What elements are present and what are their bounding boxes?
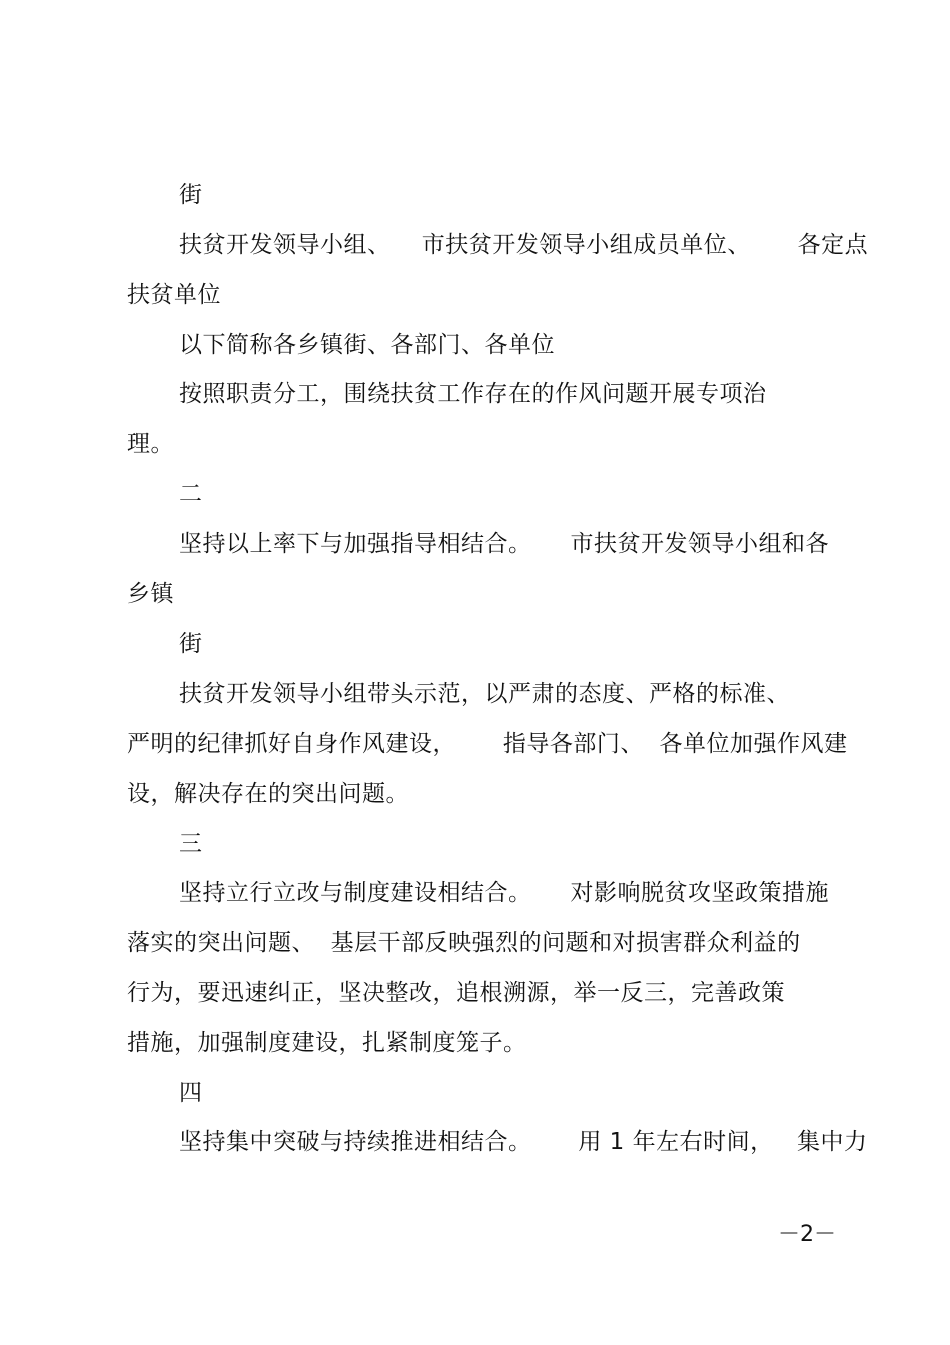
text-line: 以下简称各乡镇街、各部门、各单位: [179, 332, 555, 358]
text-line: 坚持集中突破与持续推进相结合。 用 1 年左右时间， 集中力: [179, 1129, 868, 1155]
section-number: 三: [179, 831, 203, 857]
text-line: 按照职责分工，围绕扶贫工作存在的作风问题开展专项治: [179, 381, 767, 407]
text-line: 街: [179, 182, 203, 208]
text-line: 坚持以上率下与加强指导相结合。 市扶贫开发领导小组和各: [179, 531, 830, 557]
text-line: 乡镇: [127, 581, 174, 607]
section-number: 二: [179, 481, 203, 507]
text-line: 落实的突出问题、 基层干部反映强烈的问题和对损害群众利益的: [127, 930, 801, 956]
text-line: 扶贫单位: [127, 282, 221, 308]
section-number: 四: [179, 1080, 203, 1106]
text-line: 扶贫开发领导小组、 市扶贫开发领导小组成员单位、 各定点: [179, 232, 869, 258]
text-line: 理。: [127, 431, 174, 457]
page-number: －2－: [778, 1222, 836, 1247]
text-line: 坚持立行立改与制度建设相结合。 对影响脱贫攻坚政策措施: [179, 880, 830, 906]
text-line: 扶贫开发领导小组带头示范，以严肃的态度、严格的标准、: [179, 681, 790, 707]
text-line: 行为，要迅速纠正，坚决整改，追根溯源，举一反三，完善政策: [127, 980, 785, 1006]
text-line: 设，解决存在的突出问题。: [127, 781, 409, 807]
text-line: 街: [179, 631, 203, 657]
text-line: 措施，加强制度建设，扎紧制度笼子。: [127, 1030, 527, 1056]
text-line: 严明的纪律抓好自身作风建设， 指导各部门、 各单位加强作风建: [127, 731, 848, 757]
